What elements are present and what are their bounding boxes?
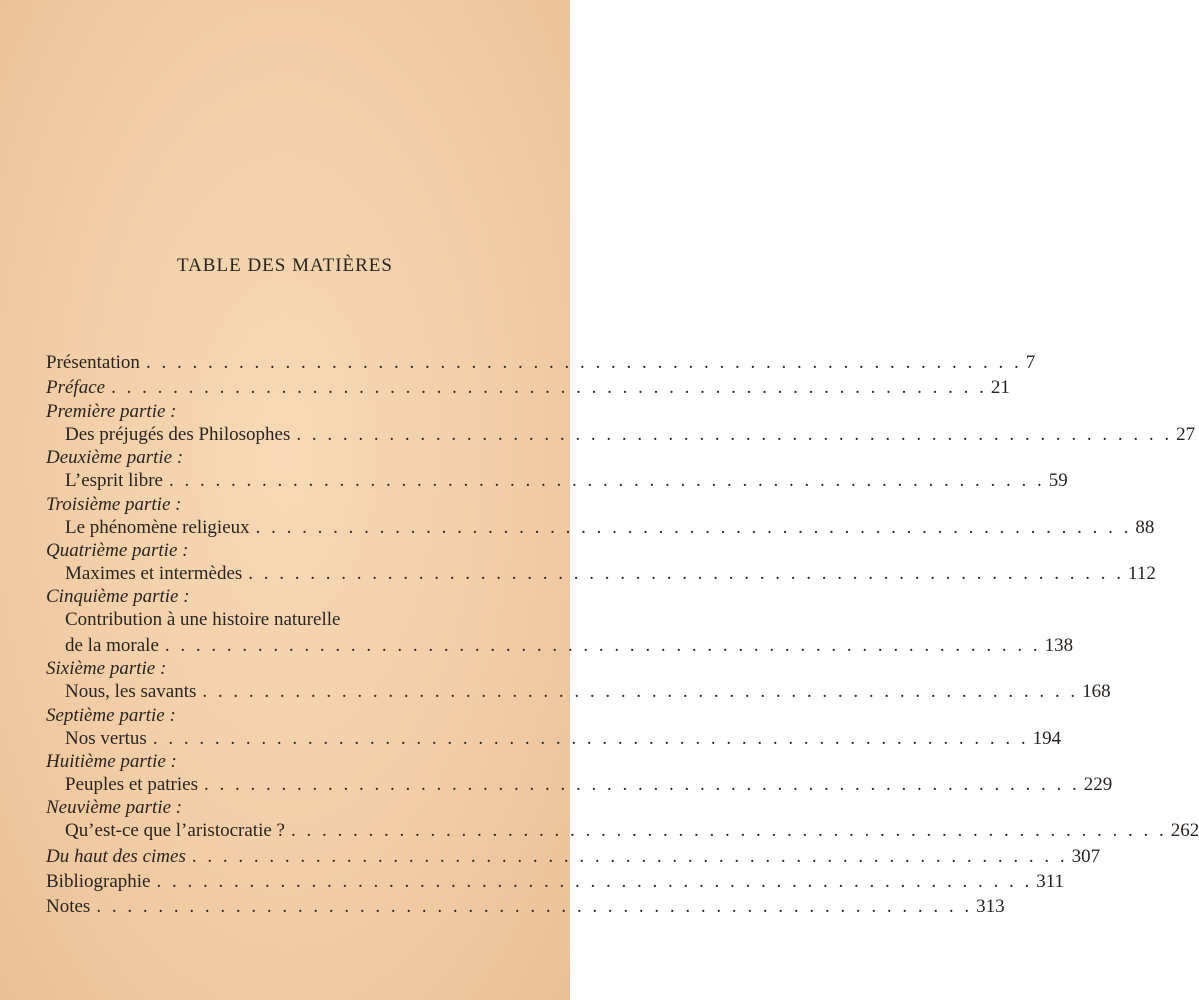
toc-entry <box>46 375 1010 400</box>
toc-entry <box>46 679 1111 704</box>
toc-entry <box>46 494 514 515</box>
toc-page-number: 229 <box>1083 773 1113 795</box>
toc-leader-dots: . . . . . . . . . . . . . . . . . . . . . . . . . . . . . . . . . . . . . . . . . . . . . . . . . . . . . . . . . <box>145 352 1022 373</box>
toc-entry-label: Quatrième partie : <box>46 539 189 561</box>
toc-entry-label: Peuples et patries <box>65 773 198 795</box>
toc-entry <box>46 751 514 772</box>
toc-leader-dots: . . . . . . . . . . . . . . . . . . . . . . . . . . . . . . . . . . . . . . . . . . . . . . . . . . . . . . . . . <box>296 423 1173 445</box>
toc-entry <box>46 658 514 679</box>
toc-leader-dots: . . . . . . . . . . . . . . . . . . . . . . . . . . . . . . . . . . . . . . . . . . . . . . . . . . . . . . . . . <box>290 820 1167 842</box>
toc-entry-label: Nous, les savants <box>65 681 197 703</box>
toc-entry-label: Du haut des cimes <box>46 845 186 867</box>
toc-leader-dots: . . . . . . . . . . . . . . . . . . . . . . . . . . . . . . . . . . . . . . . . . . . . . . . . . . . . . . . . . <box>168 470 1045 492</box>
toc-entry <box>46 468 1068 493</box>
toc-entry <box>46 844 1101 869</box>
toc-leader-dots: . . . . . . . . . . . . . . . . . . . . . . . . . . . . . . . . . . . . . . . . . . . . . . . . . . . . . . . . . <box>111 377 987 399</box>
toc-entry-label: Sixième partie : <box>46 658 167 680</box>
toc-page-number: 7 <box>1025 352 1036 373</box>
toc-entry-label: Première partie : <box>46 400 177 422</box>
toc-leader-dots: . . . . . . . . . . . . . . . . . . . . . . . . . . . . . . . . . . . . . . . . . . . . . . . . . . . . . . . . . <box>96 896 973 918</box>
toc-entry <box>46 350 1036 375</box>
toc-entry <box>46 561 1156 586</box>
toc-leader-dots: . . . . . . . . . . . . . . . . . . . . . . . . . . . . . . . . . . . . . . . . . . . . . . . . . . . . . . . . . <box>248 562 1125 584</box>
toc-entry <box>46 797 514 818</box>
toc-entry-label: Notes <box>46 896 91 918</box>
toc-page-number: 112 <box>1128 562 1156 584</box>
toc-page-number: 194 <box>1032 727 1062 749</box>
toc-entry-label: Neuvième partie : <box>46 797 183 819</box>
toc-entry <box>46 772 1113 797</box>
toc-entry <box>46 422 1196 447</box>
toc-entry-label: Maximes et intermèdes <box>65 562 243 584</box>
table-of-contents <box>46 350 1199 920</box>
toc-entry-label: Bibliographie <box>46 871 151 893</box>
toc-entry <box>46 633 1074 658</box>
toc-entry <box>46 401 514 422</box>
toc-entry-label: Présentation <box>46 352 140 373</box>
toc-leader-dots: . . . . . . . . . . . . . . . . . . . . . . . . . . . . . . . . . . . . . . . . . . . . . . . . . . . . . . . . . <box>202 681 1079 703</box>
toc-entry-label: Qu’est-ce que l’aristocratie ? <box>65 820 285 842</box>
toc-page-number: 311 <box>1036 871 1065 893</box>
toc-page-number: 262 <box>1170 820 1199 842</box>
toc-entry-label: Septième partie : <box>46 704 176 726</box>
toc-entry <box>46 515 1155 540</box>
toc-entry <box>46 607 514 632</box>
toc-entry <box>46 726 1062 751</box>
toc-entry-label: de la morale <box>65 634 159 656</box>
toc-entry-label: Préface <box>46 377 106 399</box>
toc-page-number: 59 <box>1048 470 1068 492</box>
toc-entry <box>46 818 1199 843</box>
toc-entry-label: Deuxième partie : <box>46 447 184 469</box>
toc-leader-dots: . . . . . . . . . . . . . . . . . . . . . . . . . . . . . . . . . . . . . . . . . . . . . . . . . . . . . . . . . <box>152 727 1029 749</box>
toc-entry-label: Troisième partie : <box>46 493 182 515</box>
toc-leader-dots: . . . . . . . . . . . . . . . . . . . . . . . . . . . . . . . . . . . . . . . . . . . . . . . . . . . . . . . . . <box>156 871 1033 893</box>
toc-entry <box>46 447 514 468</box>
toc-entry <box>46 586 514 607</box>
toc-entry-label: Cinquième partie : <box>46 586 190 608</box>
toc-entry <box>46 869 1065 894</box>
toc-page-number: 88 <box>1135 516 1155 538</box>
toc-page-number: 307 <box>1071 845 1101 867</box>
toc-leader-dots: . . . . . . . . . . . . . . . . . . . . . . . . . . . . . . . . . . . . . . . . . . . . . . . . . . . . . . . . . <box>191 845 1068 867</box>
toc-leader-dots: . . . . . . . . . . . . . . . . . . . . . . . . . . . . . . . . . . . . . . . . . . . . . . . . . . . . . . . . . <box>203 773 1080 795</box>
toc-entry-label: Contribution à une histoire naturelle <box>65 609 341 631</box>
page-title: TABLE DES MATIÈRES <box>177 255 393 276</box>
toc-leader-dots: . . . . . . . . . . . . . . . . . . . . . . . . . . . . . . . . . . . . . . . . . . . . . . . . . . . . . . . . . <box>164 634 1041 656</box>
toc-entry <box>46 894 1005 919</box>
toc-entry-label: Le phénomène religieux <box>65 516 250 538</box>
toc-leader-dots: . . . . . . . . . . . . . . . . . . . . . . . . . . . . . . . . . . . . . . . . . . . . . . . . . . . . . . . . . <box>255 516 1132 538</box>
toc-page-number: 27 <box>1176 423 1196 445</box>
toc-page-number: 138 <box>1044 634 1074 656</box>
toc-page-number: 168 <box>1082 681 1111 703</box>
toc-entry-label: L’esprit libre <box>65 470 163 492</box>
toc-page-number: 313 <box>976 896 1005 918</box>
toc-page-number: 21 <box>990 377 1010 399</box>
toc-entry-label: Huitième partie : <box>46 750 177 772</box>
toc-entry-label: Nos vertus <box>65 727 147 749</box>
toc-entry <box>46 705 514 726</box>
toc-entry <box>46 540 514 561</box>
toc-entry-label: Des préjugés des Philosophes <box>65 423 291 445</box>
